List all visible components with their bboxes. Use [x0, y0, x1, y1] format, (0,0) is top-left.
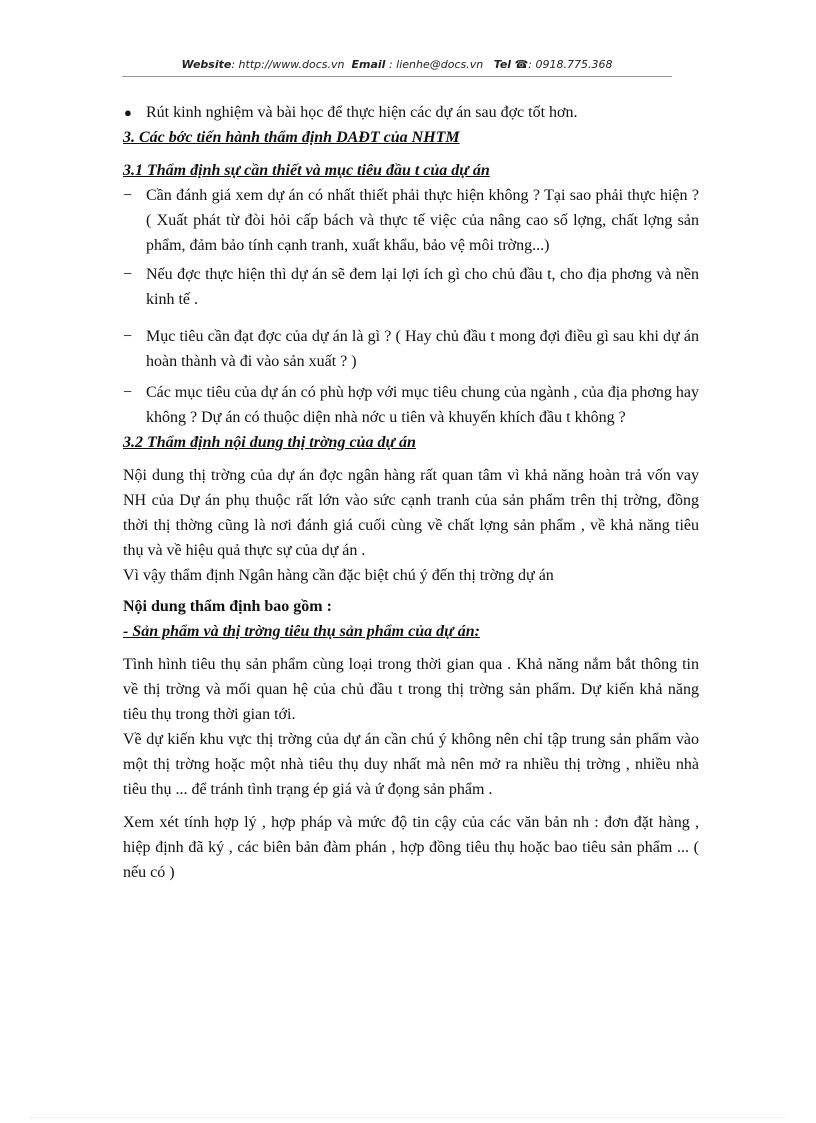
page-header [122, 58, 672, 71]
website-value: : http://www.docs.vn [231, 58, 345, 71]
email-value: : lienhe@docs.vn [388, 58, 484, 71]
email-label: Email [351, 58, 386, 71]
header-rule [122, 76, 672, 77]
dash-item [123, 262, 699, 312]
footer-divider [30, 1117, 786, 1118]
dash-text: Cần đánh giá xem dự án có nhất thiết phải thực hiện không ? Tại sao phải thực hiện ? ( Xuất phát từ đòi hỏi cấp bách và thực tế việc của nâng cao số lợng, chất lợng sản phẩm, đảm bảo tính cạnh tranh, xuất khẩu, bảo vệ môi trờng...) [146, 187, 699, 254]
telephone-icon: ☎ [514, 58, 529, 71]
dash-icon: − [123, 187, 133, 204]
dash-icon: − [123, 384, 133, 401]
dash-item [123, 183, 699, 258]
paragraph-consumption: Tình hình tiêu thụ sản phẩm cùng loại trong thời gian qua . Khả năng nắm bắt thông tin về thị trờng và mối quan hệ của chủ đầu t trong thị trờng sản phẩm. Dự kiến khả năng tiêu thụ trong thời gian tới. [123, 656, 699, 723]
paragraph-market: Nội dung thị trờng của dự án đợc ngân hàng rất quan tâm vì khả năng hoàn trả vốn vay NH của Dự án phụ thuộc rất lớn vào sức cạnh tranh của sản phẩm trên thị trờng, đồng thời thị thờng cũng là nơi đánh giá cuối cùng về chất lợng sản phẩm , về khả năng tiêu thụ và về hiệu quả thực sự của dự án . [123, 467, 699, 559]
dash-item [123, 324, 699, 374]
bullet-item [123, 100, 699, 125]
dash-text: Nếu đợc thực hiện thì dự án sẽ đem lại lợi ích gì cho chủ đầu t, cho địa phơng và nền kinh tế . [146, 266, 699, 308]
bullet-text: Rút kinh nghiệm và bài học để thực hiện các dự án sau đợc tốt hơn. [146, 104, 578, 121]
document-body [123, 100, 699, 885]
dash-text: Mục tiêu cần đạt đợc của dự án là gì ? ( Hay chủ đầu t mong đợi điều gì sau khi dự án hoàn thành và đi vào sản xuất ? ) [146, 328, 699, 370]
dash-text: Các mục tiêu của dự án có phù hợp với mục tiêu chung của ngành , của địa phơng hay không ? Dự án có thuộc diện nhà nớc u tiên và khuyến khích đầu t không ? [146, 384, 699, 426]
heading-3-1: 3.1 Thẩm định sự cần thiết và mục tiêu đầu t của dự án [123, 162, 490, 179]
paragraph-area: Về dự kiến khu vực thị trờng của dự án cần chú ý không nên chỉ tập trung sản phẩm vào một thị trờng hoặc một nhà tiêu thụ duy nhất mà nên mở ra nhiều thị trờng , nhiều nhà tiêu thụ ... để tránh tình trạng ép giá và ứ đọng sản phẩm . [123, 731, 699, 798]
paragraph-documents: Xem xét tính hợp lý , hợp pháp và mức độ tin cậy của các văn bản nh : đơn đặt hàng , hiệp định đã ký , các biên bản đàm phán , hợp đồng tiêu thụ hoặc bao tiêu sản phẩm ... ( nếu có ) [123, 814, 699, 881]
bullet-icon: ● [124, 105, 132, 120]
heading-3: 3. Các bớc tiến hành thẩm định DAĐT của NHTM [123, 129, 460, 146]
heading-content: Nội dung thẩm định bao gồm : [123, 598, 332, 615]
heading-3-2: 3.2 Thẩm định nội dung thị trờng của dự án [123, 434, 416, 451]
tel-value: : 0918.775.368 [528, 58, 613, 71]
heading-product: - Sản phẩm và thị trờng tiêu thụ sản phẩm của dự án: [123, 623, 480, 640]
dash-item [123, 380, 699, 430]
tel-label: Tel [493, 58, 512, 71]
paragraph-note: Vì vậy thẩm định Ngân hàng cần đặc biệt chú ý đến thị trờng dự án [123, 567, 554, 584]
dash-icon: − [123, 328, 133, 345]
dash-icon: − [123, 266, 133, 283]
website-label: Website [181, 58, 232, 71]
